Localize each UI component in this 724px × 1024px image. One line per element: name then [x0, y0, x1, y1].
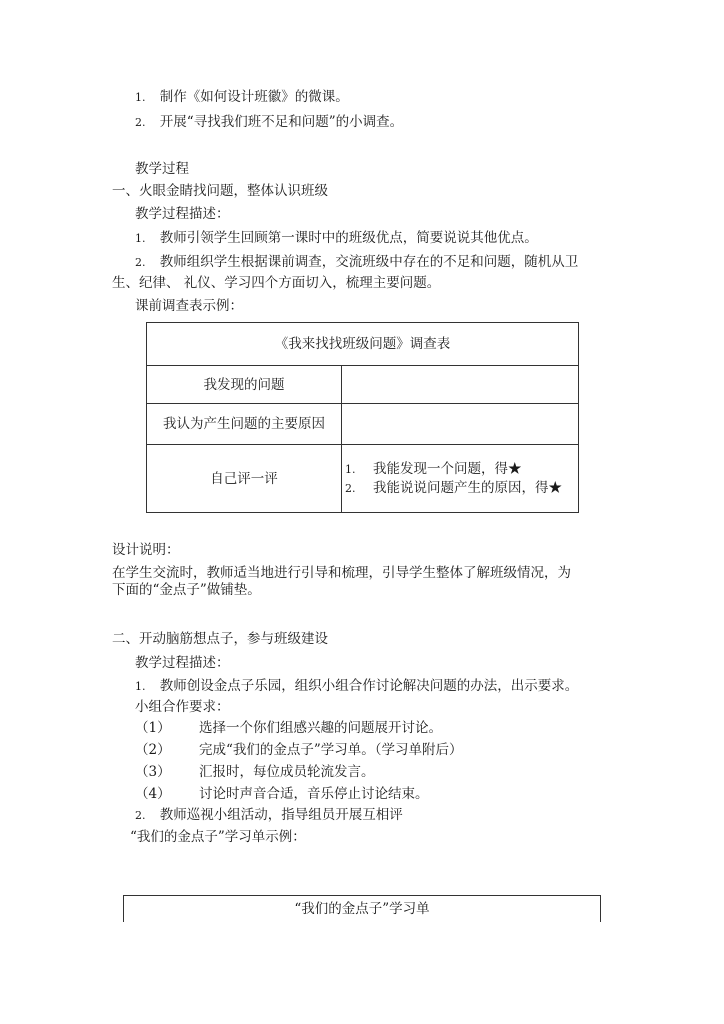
requirement-item [135, 741, 463, 759]
section2-step-1 [135, 677, 578, 696]
requirement-text: 汇报时，每位成员轮流发言。 [199, 764, 375, 780]
process-title: 教学过程 [135, 161, 189, 177]
section1-step-1 [135, 229, 538, 248]
survey-row-problem-label: 我发现的问题 [203, 377, 285, 393]
requirement-item [135, 763, 375, 781]
requirement-item [135, 785, 429, 803]
eval-item-2 [345, 479, 578, 498]
section2-step-2-text: 教师巡视小组活动，指导组员开展互相评 [159, 807, 403, 823]
survey-row-eval-items [342, 460, 578, 500]
prep-item-2-text: 开展“寻找我们班不足和问题”的小调查。 [159, 114, 404, 130]
eval-item-1-number: 1. [345, 463, 356, 476]
requirement-number: （3） [135, 764, 171, 780]
worksheet-label: “我们的金点子”学习单示例： [130, 829, 306, 845]
section1-desc-label: 教学过程描述： [135, 206, 230, 222]
survey-row-eval-label: 自己评一评 [210, 470, 278, 487]
section1-step-1-number: 1. [135, 232, 146, 245]
section2-step-2 [135, 806, 403, 825]
section2-desc-label: 教学过程描述： [135, 655, 230, 671]
section2-step-2-number: 2. [135, 809, 146, 822]
prep-item-2-number: 2. [135, 116, 146, 129]
section1-step-1-text: 教师引领学生回顾第一课时中的班级优点，简要说说其他优点。 [159, 230, 538, 246]
section2-step-1-number: 1. [135, 680, 146, 693]
eval-item-1 [345, 460, 578, 479]
requirement-number: （4） [135, 786, 171, 802]
survey-label: 课前调查表示例： [135, 298, 243, 314]
survey-row-problem-answer [342, 366, 578, 404]
requirement-number: （1） [135, 720, 171, 736]
section1-step-2-text-line2: 生、纪律、 礼仪、学习四个方面切入，梳理主要问题。 [112, 275, 441, 291]
section1-step-2-text-line1: 教师组织学生根据课前调查，交流班级中存在的不足和问题，随机从卫 [159, 254, 579, 270]
prep-item-1-text: 制作《如何设计班徽》的微课。 [159, 89, 349, 105]
table-column-divider [341, 365, 342, 512]
requirement-number: （2） [135, 742, 171, 758]
section1-heading: 一、火眼金睛找问题，整体认识班级 [112, 183, 328, 199]
survey-table [146, 322, 579, 513]
eval-item-1-text: 我能发现一个问题，得★ [373, 461, 522, 477]
worksheet-table [123, 895, 601, 922]
section1-step-2 [135, 253, 578, 272]
prep-item-1 [135, 88, 349, 107]
group-requirements-label: 小组合作要求： [135, 699, 230, 715]
survey-row-reason-label: 我认为产生问题的主要原因 [163, 416, 325, 432]
section2-step-1-text: 教师创设金点子乐园，组织小组合作讨论解决问题的办法，出示要求。 [159, 678, 579, 694]
worksheet-table-title: “我们的金点子”学习单 [294, 901, 430, 917]
requirement-text: 选择一个你们组感兴趣的问题展开讨论。 [199, 720, 442, 736]
prep-item-1-number: 1. [135, 91, 146, 104]
survey-table-title: 《我来找找班级问题》调查表 [274, 336, 451, 352]
design-text-line2: 下面的“金点子”做铺垫。 [112, 582, 261, 598]
section2-heading: 二、开动脑筋想点子，参与班级建设 [112, 631, 328, 647]
design-label: 设计说明： [112, 542, 180, 558]
design-text-line1: 在学生交流时，教师适当地进行引导和梳理，引导学生整体了解班级情况，为 [112, 565, 571, 581]
section1-step-2-number: 2. [135, 256, 146, 269]
eval-item-2-text: 我能说说问题产生的原因，得★ [373, 480, 562, 496]
survey-row-reason-answer [342, 404, 578, 444]
requirement-text: 讨论时声音合适，音乐停止讨论结束。 [199, 786, 429, 802]
requirement-item [135, 719, 442, 737]
prep-item-2 [135, 113, 403, 132]
eval-item-2-number: 2. [345, 482, 356, 495]
requirement-text: 完成“我们的金点子”学习单。（学习单附后） [199, 742, 463, 758]
